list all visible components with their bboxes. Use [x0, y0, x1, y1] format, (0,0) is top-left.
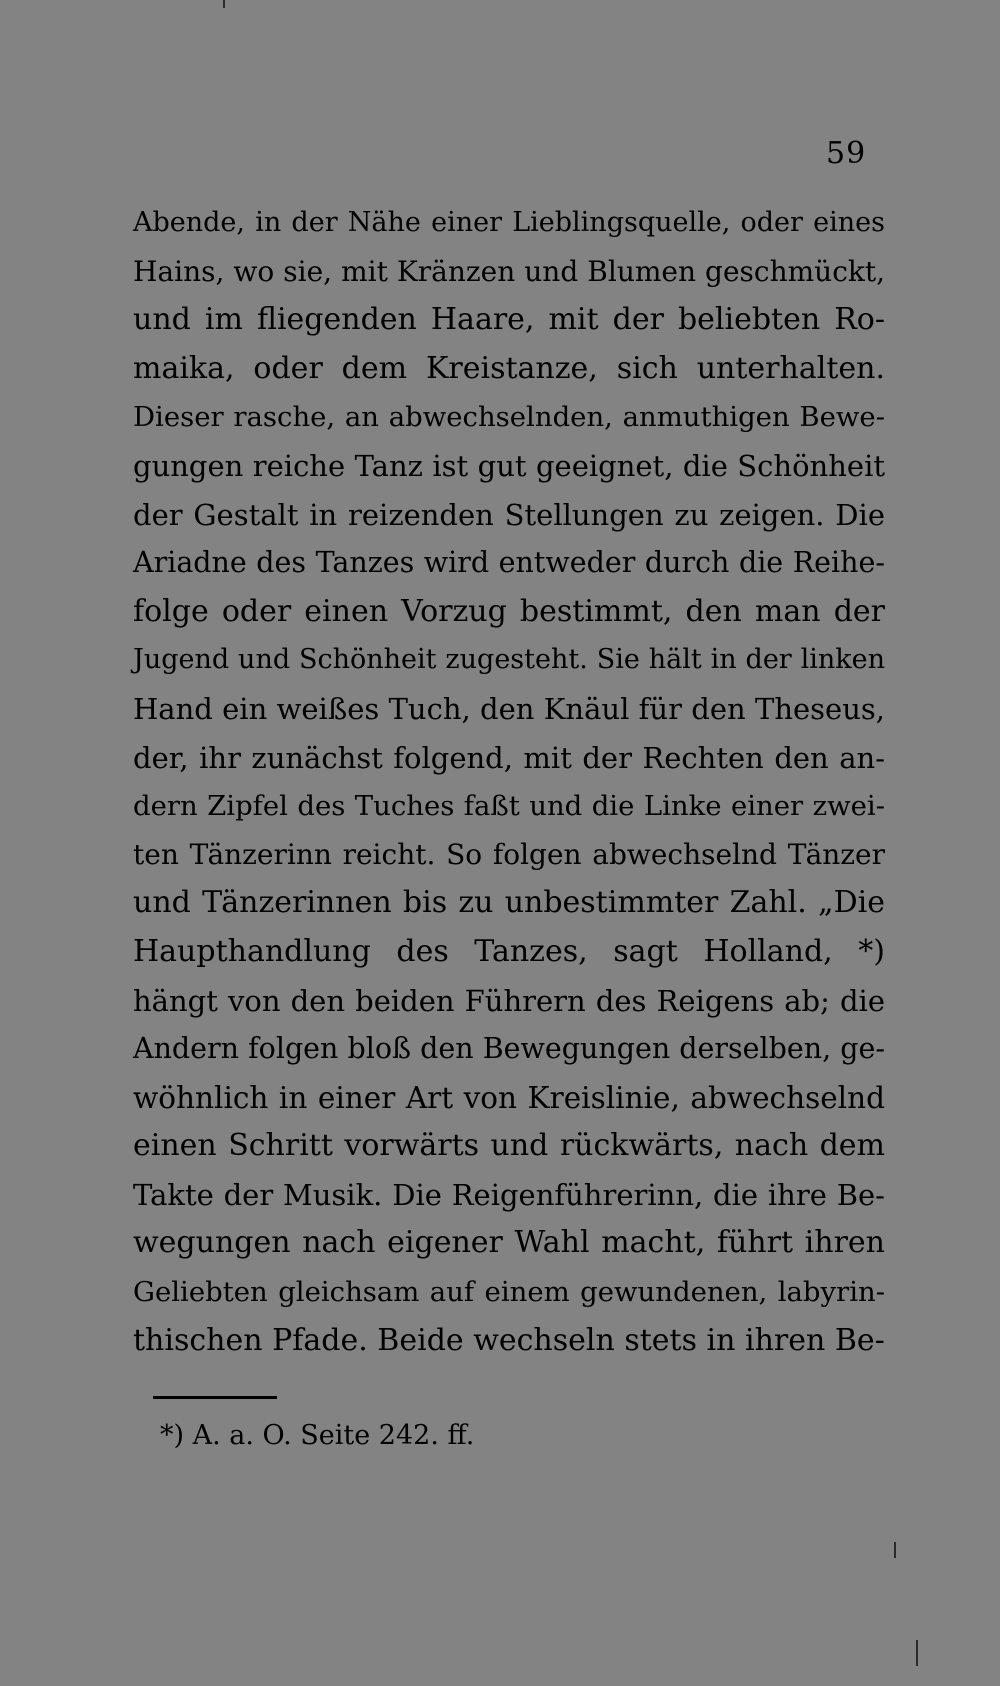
- text-line: und im fliegenden Haare, mit der beliebten Ro-: [133, 302, 885, 338]
- text-line: Abende, in der Nähe einer Lieblingsquelle, oder eines: [133, 207, 885, 238]
- page-number: 59: [826, 136, 867, 171]
- text-line: Jugend und Schönheit zugesteht. Sie hält in der linken: [133, 644, 885, 676]
- scan-speck: [223, 0, 225, 8]
- text-line: Hains, wo sie, mit Kränzen und Blumen geschmückt,: [133, 254, 885, 288]
- text-line: der Gestalt in reizenden Stellungen zu zeigen. Die: [133, 497, 885, 532]
- text-line: thischen Pfade. Beide wechseln stets in ihren Be-: [133, 1322, 885, 1358]
- text-line: Andern folgen bloß den Bewegungen derselben, ge-: [133, 1032, 885, 1066]
- text-line: Takte der Musik. Die Reigenführerinn, die ihre Be-: [133, 1177, 885, 1212]
- footnote: *) A. a. O. Seite 242. ff.: [160, 1420, 475, 1451]
- text-line: gungen reiche Tanz ist gut geeignet, die Schönheit: [133, 448, 885, 483]
- text-line: folge oder einen Vorzug bestimmt, den man der: [133, 593, 885, 629]
- text-line: dern Zipfel des Tuches faßt und die Linke einer zwei-: [133, 790, 885, 823]
- scan-speck: [894, 1542, 896, 1558]
- text-line: der, ihr zunächst folgend, mit der Rechten den an-: [133, 740, 885, 775]
- text-line: Geliebten gleichsam auf einem gewundenen, labyrin-: [133, 1276, 885, 1309]
- text-line: und Tänzerinnen bis zu unbestimmter Zahl. „Die: [133, 885, 885, 921]
- text-line: hängt von den beiden Führern des Reigens ab; die: [133, 983, 885, 1018]
- text-line: einen Schritt vorwärts und rückwärts, nach dem: [133, 1128, 885, 1164]
- text-line: Ariadne des Tanzes wird entweder durch die Reihe-: [133, 546, 885, 580]
- text-line: maika, oder dem Kreistanze, sich unterhalten.: [133, 350, 885, 386]
- body-text: [133, 199, 885, 1365]
- text-line: Haupthandlung des Tanzes, sagt Holland, *): [133, 933, 885, 969]
- footnote-rule: [153, 1396, 277, 1399]
- text-line: ten Tänzerinn reicht. So folgen abwechselnd Tänzer: [133, 837, 885, 871]
- text-line: Hand ein weißes Tuch, den Knäul für den Theseus,: [133, 691, 885, 726]
- text-line: Dieser rasche, an abwechselnden, anmuthigen Bewe-: [133, 401, 885, 434]
- text-line: wegungen nach eigener Wahl macht, führt ihren: [133, 1225, 885, 1261]
- text-line: wöhnlich in einer Art von Kreislinie, abwechselnd: [133, 1080, 885, 1115]
- scan-speck: [916, 1640, 918, 1666]
